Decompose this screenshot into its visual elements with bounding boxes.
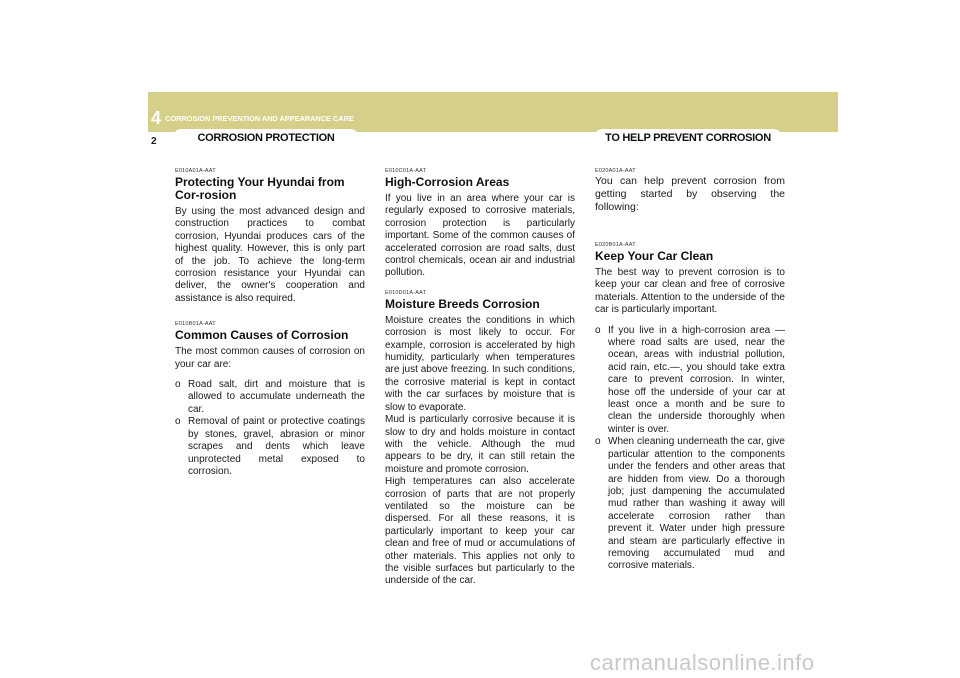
list-item-text: Road salt, dirt and moisture that is allowed to accumulate underneath the car. <box>188 379 365 415</box>
list-item <box>595 325 785 437</box>
list-item-text: When cleaning underneath the car, give particular attention to the components under the fenders and other areas that are hidden from view. Do a thorough job; just dampening the accumulated mud rather than washing it away will accelerate corrosion rather than prevent it. Water under high pressure and steam are particularly effective in removing accumulated mud and corrosive materials. <box>608 436 785 572</box>
list-item-text: Removal of paint or protective coatings by stones, gravel, abrasion or minor scrapes and dents which leave unprotected metal exposed to corrosion. <box>188 416 365 477</box>
section-body-moisture-1: Moisture creates the conditions in which corrosion is most likely to occur. For example, corrosion is accelerated by high humidity, particularly when temperatures are just above freezing. In such conditions, the corrosive material is kept in contact with the car surfaces by moisture that is slow to evaporate. <box>385 314 575 413</box>
watermark: carmanualsonline.info <box>590 650 815 675</box>
section-body-keep-clean: The best way to prevent corrosion is to keep your car clean and free of corrosive materials. Attention to the underside of the car is particularly important. <box>595 267 785 316</box>
list-item <box>175 379 365 416</box>
section-code: E020B01A-AAT <box>595 242 636 248</box>
section-heading-common-causes: Common Causes of Corrosion <box>175 328 349 343</box>
header-band <box>148 92 838 132</box>
column-2 <box>385 168 575 588</box>
column-3 <box>595 168 785 573</box>
page-number: 2 <box>151 136 157 147</box>
section-heading-high-corrosion-areas: High-Corrosion Areas <box>385 175 510 189</box>
section-body-protecting: By using the most advanced design and construction practices to combat corrosion, Hyundai produces cars of the highest quality. However, this is only part of the job. To achieve the long-term corrosion resistance your Hyundai can deliver, the owner's cooperation and assistance is also required. <box>175 206 365 304</box>
bullet-mark: o <box>595 324 601 336</box>
list-item <box>175 416 365 478</box>
bullet-mark: o <box>595 436 601 448</box>
section-body-high-corrosion-areas: If you live in an area where your car is regularly exposed to corrosive materials, corrosion protection is particularly important. Some of the common causes of accelerated corrosion are road salts, dust control chemicals, ocean air and industrial pollution. <box>385 193 575 279</box>
chapter-number: 4 <box>151 108 162 128</box>
bullet-list <box>175 379 365 478</box>
bullet-mark: o <box>175 416 181 428</box>
section-code: E020A01A-AAT <box>595 168 636 174</box>
column-1 <box>175 168 365 478</box>
section-heading-protecting: Protecting Your Hyundai from Cor-rosion <box>175 175 345 202</box>
bullet-mark: o <box>175 379 181 391</box>
section-body-moisture-3: High temperatures can also accelerate corrosion of parts that are not properly ventilated so the moisture can be dispersed. For all these reasons, it is particularly important to keep your car clean and free of mud or accumulations of other materials. This applies not only to the visible surfaces but particularly to the underside of the car. <box>385 476 575 587</box>
section-body-intro: You can help prevent corrosion from getting started by observing the following: <box>595 175 785 213</box>
section-code: E010A01A-AAT <box>175 168 216 174</box>
chapter-title: CORROSION PREVENTION AND APPEARANCE CARE <box>165 114 354 123</box>
section-heading-moisture: Moisture Breeds Corrosion <box>385 296 540 311</box>
list-item-text: If you live in a high-corrosion area — where road salts are used, near the ocean, areas with industrial pollution, acid rain, etc.—, you should take extra care to prevent corrosion. In winter, hose off the underside of your car at least once a month and be sure to clean the underside thoroughly when winter is over. <box>608 324 785 435</box>
bullet-list <box>595 325 785 573</box>
section-tab-corrosion-protection: CORROSION PROTECTION <box>172 129 360 148</box>
section-body-common-causes: The most common causes of corrosion on your car are: <box>175 346 365 370</box>
section-tab-help-prevent-corrosion: TO HELP PREVENT CORROSION <box>593 129 783 148</box>
section-heading-keep-clean: Keep Your Car Clean <box>595 249 714 263</box>
section-code: E010C01A-AAT <box>385 168 427 174</box>
list-item <box>595 436 785 572</box>
section-code: E010B01A-AAT <box>175 321 216 328</box>
section-body-moisture-2: Mud is particularly corrosive because it is slow to dry and holds moisture in contact with the vehicle. Although the mud appears to be dry, it can still retain the moisture and promote corrosion. <box>385 414 575 475</box>
section-code: E010D01A-AAT <box>385 289 427 296</box>
